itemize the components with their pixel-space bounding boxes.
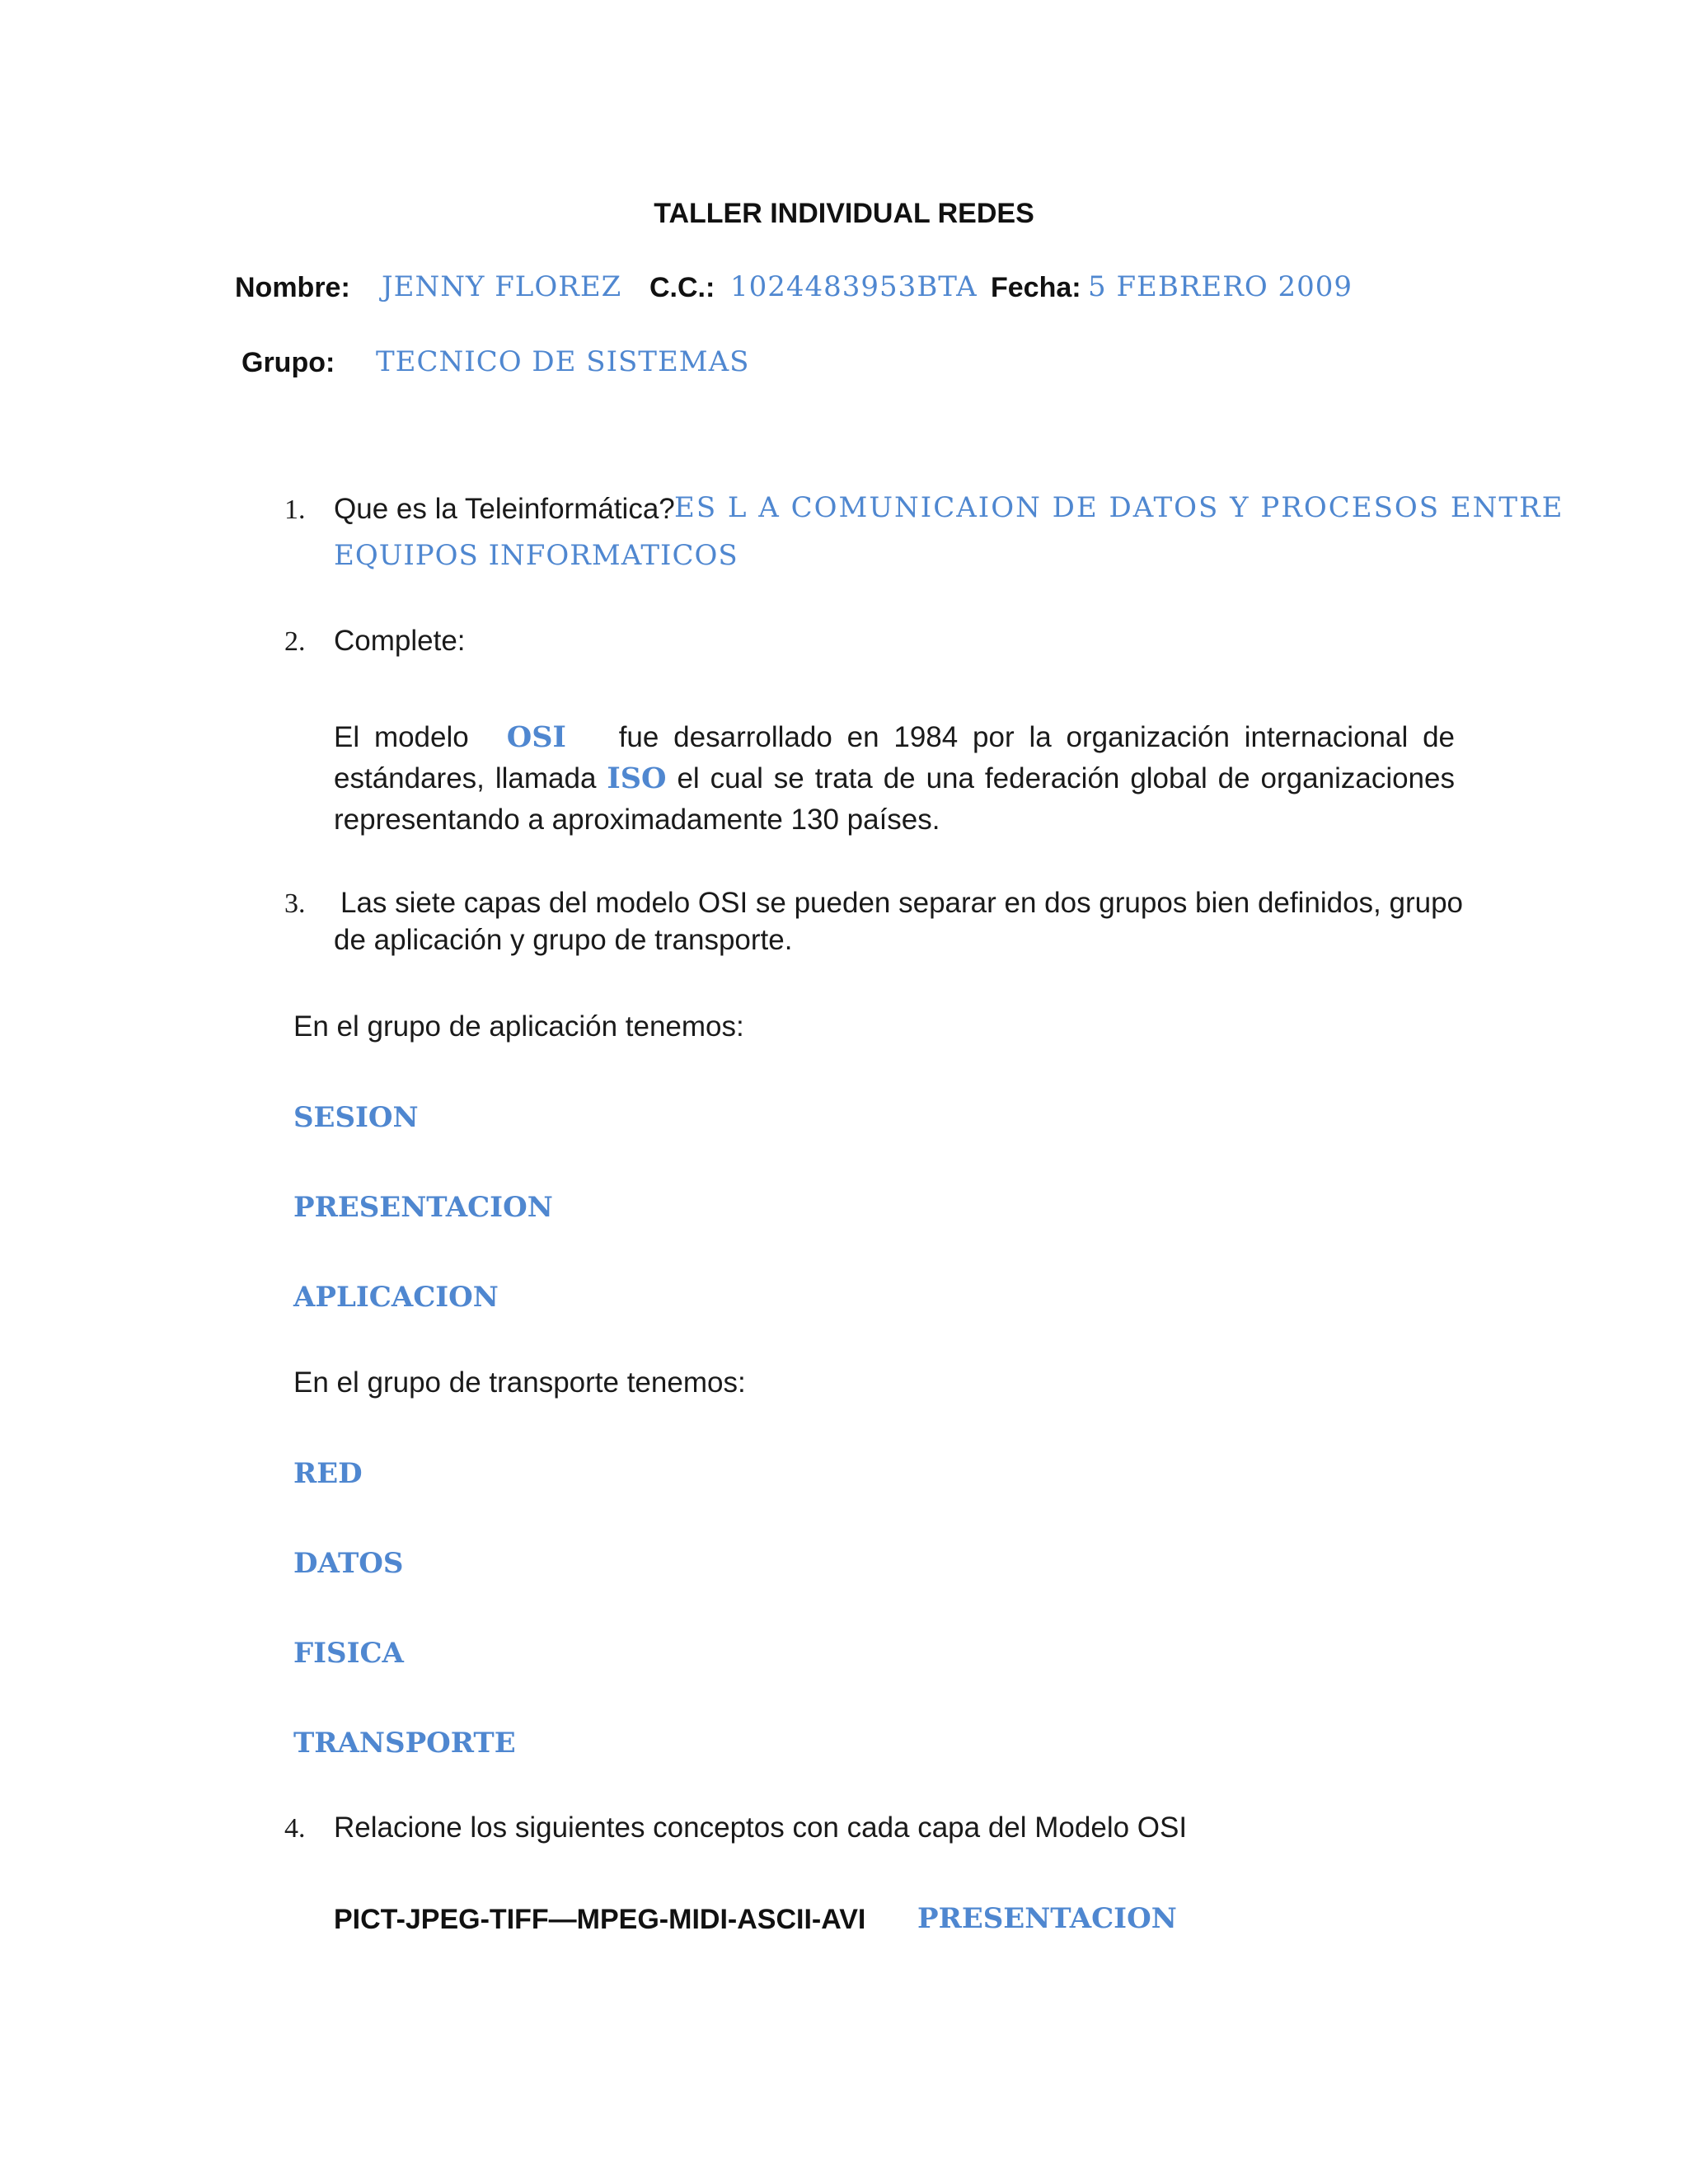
grupo-label: Grupo:	[241, 347, 335, 378]
q2-text-b: fue desarrollado en 1984 por la organización internacional de estándares, llamada	[334, 721, 1455, 794]
q2-text-c: el cual se trata de una federación global de organizaciones representando a aproximadamente 130 países.	[334, 762, 1455, 836]
q1-question: Que es la Teleinformática?	[334, 493, 675, 525]
cc-label: C.C.:	[649, 272, 715, 303]
q4-number: 4.	[284, 1813, 306, 1844]
q2-text-a: El modelo	[334, 721, 469, 753]
transport-layer-4: TRANSPORTE	[293, 1727, 516, 1760]
q1-answer-line2: EQUIPOS INFORMATICOS	[334, 539, 738, 572]
app-layer-2: PRESENTACION	[293, 1191, 553, 1224]
q2-blank-iso: ISO	[607, 762, 667, 795]
transport-layer-3: FISICA	[293, 1637, 404, 1670]
app-layer-3: APLICACION	[293, 1281, 499, 1314]
q2-blank-osi: OSI	[506, 720, 566, 754]
app-layer-1: SESION	[293, 1101, 419, 1134]
transport-group-intro: En el grupo de transporte tenemos:	[293, 1366, 746, 1399]
q4-concepts: PICT-JPEG-TIFF—MPEG-MIDI-ASCII-AVI	[334, 1904, 866, 1935]
fecha-label: Fecha:	[991, 272, 1081, 303]
app-group-intro: En el grupo de aplicación tenemos:	[293, 1010, 744, 1043]
q3-line1: Las siete capas del modelo OSI se pueden separar en dos grupos bien definidos, grupo	[340, 887, 1464, 919]
q2-number: 2.	[284, 626, 306, 657]
transport-layer-1: RED	[293, 1457, 363, 1490]
q4-prompt: Relacione los siguientes conceptos con cada capa del Modelo OSI	[334, 1811, 1188, 1844]
q3-number: 3.	[284, 888, 306, 919]
q1-answer-line1: ES L A COMUNICAION DE DATOS Y PROCESOS ENTRE	[674, 491, 1564, 524]
transport-layer-2: DATOS	[293, 1547, 404, 1580]
grupo-value: TECNICO DE SISTEMAS	[376, 345, 750, 378]
q2-paragraph	[334, 717, 1455, 841]
nombre-value: JENNY FLOREZ	[382, 270, 622, 303]
q3-line2: de aplicación y grupo de transporte.	[334, 924, 793, 956]
q1-number: 1.	[284, 494, 306, 525]
q2-prompt: Complete:	[334, 625, 466, 657]
page-title: TALLER INDIVIDUAL REDES	[654, 198, 1034, 229]
fecha-value: 5 FEBRERO 2009	[1088, 270, 1353, 303]
cc-value: 1024483953BTA	[730, 270, 978, 303]
nombre-label: Nombre:	[235, 272, 350, 303]
q4-answer: PRESENTACION	[917, 1902, 1177, 1935]
